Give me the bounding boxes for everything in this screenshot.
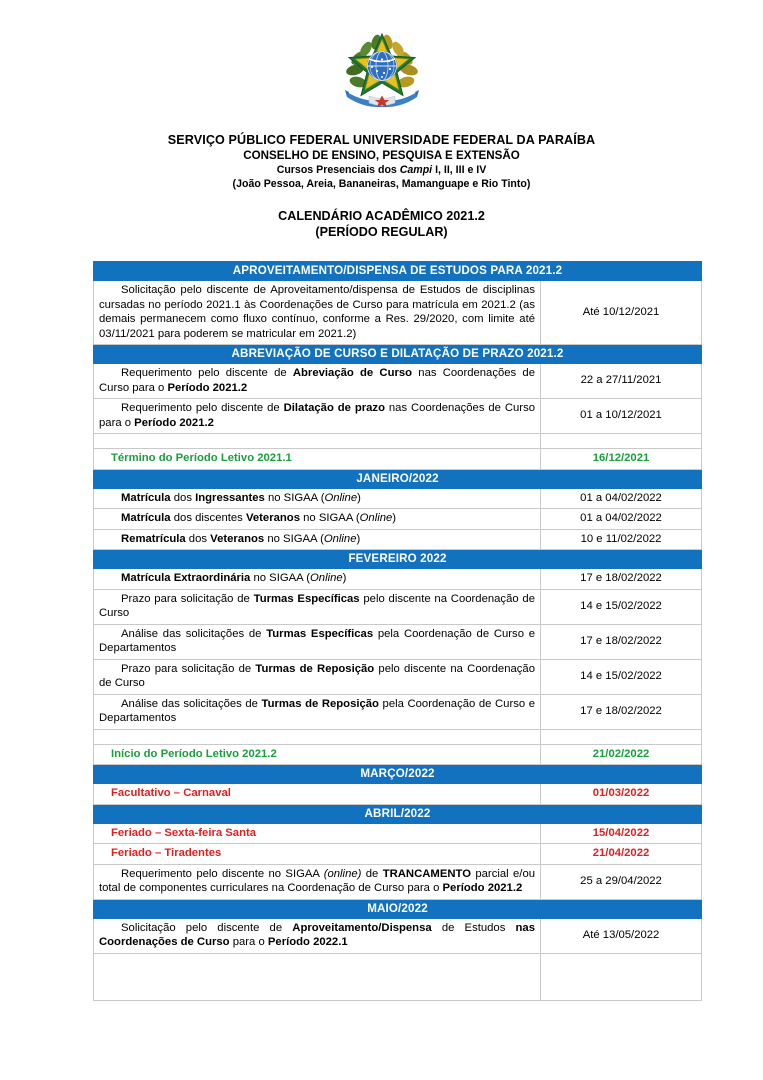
bold-fragment: Término do Período Letivo 2021.1	[111, 452, 292, 464]
text-fragment: Análise das solicitações de	[121, 627, 267, 640]
spacer-row	[94, 434, 702, 449]
section-header-title: APROVEITAMENTO/DISPENSA DE ESTUDOS PARA 2021.2	[94, 262, 702, 281]
event-date-cell: 01 a 04/02/2022	[541, 488, 702, 509]
bold-fragment: Abreviação de Curso	[292, 367, 413, 379]
event-description-cell	[94, 488, 541, 509]
calendar-table-body	[94, 262, 702, 1001]
table-row	[94, 569, 702, 590]
text-fragment: dos	[170, 491, 196, 504]
bold-fragment: Veteranos	[245, 512, 300, 524]
table-row	[94, 529, 702, 550]
event-description-text	[99, 532, 535, 547]
event-description-text	[99, 401, 535, 430]
event-description-cell	[94, 589, 541, 624]
event-description-text	[99, 491, 535, 506]
event-description-text	[99, 366, 535, 395]
event-description-cell	[94, 744, 541, 765]
text-fragment: Requerimento pelo discente de	[121, 402, 284, 414]
event-date-cell: 15/04/2022	[541, 823, 702, 844]
tail-cell-desc	[94, 953, 541, 1000]
header-line-campi	[0, 163, 763, 177]
section-header-row	[94, 345, 702, 364]
text-fragment: de Estudos	[431, 921, 516, 934]
text-fragment: Prazo para solicitação de	[121, 662, 256, 675]
bold-fragment: Turmas Específicas	[266, 627, 374, 640]
table-row	[94, 488, 702, 509]
spacer-cell-desc	[94, 434, 541, 449]
event-description-cell	[94, 918, 541, 953]
bold-fragment: Turmas Específicas	[253, 592, 360, 605]
text-fragment: pela Coordenação de Curso e Departamentos	[99, 627, 536, 654]
bold-fragment: Matrícula Extraordinária	[121, 572, 251, 584]
table-row	[94, 509, 702, 530]
text-fragment: pela Coordenação de Curso e Departamentos	[99, 697, 536, 724]
event-description-text	[99, 867, 535, 896]
bold-fragment: Feriado – Tiradentes	[111, 847, 222, 859]
event-date-cell: Até 10/12/2021	[541, 281, 702, 345]
spacer-cell-date	[541, 434, 702, 449]
section-header-title: MAIO/2022	[94, 899, 702, 918]
header-line-cities: (João Pessoa, Areia, Bananeiras, Mamanguape e Rio Tinto)	[232, 178, 531, 190]
bold-fragment: Aproveitamento/Dispensa	[292, 921, 432, 934]
event-description-cell	[94, 569, 541, 590]
event-description-cell	[94, 509, 541, 530]
bold-fragment: Período 2021.2	[442, 882, 523, 894]
bold-fragment: Dilatação de prazo	[283, 402, 385, 414]
event-date-cell: 14 e 15/02/2022	[541, 589, 702, 624]
table-row	[94, 659, 702, 694]
event-description-cell	[94, 364, 541, 399]
text-fragment: no SIGAA (	[264, 491, 325, 504]
bold-fragment: Matrícula	[121, 491, 171, 504]
text-fragment: )	[342, 572, 347, 584]
event-description-text	[99, 697, 535, 726]
text-fragment: Análise das solicitações de	[121, 697, 262, 710]
event-description-text	[99, 511, 535, 526]
campi-suffix: I, II, III e IV	[432, 164, 487, 176]
event-description-cell	[94, 659, 541, 694]
spacer-cell-date	[541, 729, 702, 744]
event-description-cell	[94, 529, 541, 550]
bold-fragment: Matrícula	[121, 512, 171, 524]
section-header-title: MARÇO/2022	[94, 765, 702, 784]
text-fragment: de	[361, 867, 383, 880]
table-row	[94, 694, 702, 729]
bold-fragment: Período 2022.1	[267, 936, 348, 948]
bold-fragment: Ingressantes	[195, 491, 265, 504]
page-title: CALENDÁRIO ACADÊMICO 2021.2	[278, 209, 485, 223]
event-description-text	[99, 592, 535, 621]
event-description-text	[99, 571, 535, 586]
event-date-cell: 01 a 10/12/2021	[541, 399, 702, 434]
table-row	[94, 823, 702, 844]
bold-fragment: Período 2021.2	[134, 416, 214, 429]
brazil-coat-of-arms-icon	[339, 28, 425, 112]
event-date-cell: 10 e 11/02/2022	[541, 529, 702, 550]
event-description-text	[99, 627, 535, 656]
text-fragment: Prazo para solicitação de	[121, 592, 254, 605]
text-fragment: dos discentes	[170, 512, 246, 524]
bold-fragment: Turmas de Reposição	[255, 662, 375, 675]
table-tail-row	[94, 953, 702, 1000]
table-row	[94, 918, 702, 953]
text-fragment: pelo discente na Coordenação de Curso	[99, 592, 535, 619]
event-description-cell	[94, 281, 541, 345]
section-header-row	[94, 469, 702, 488]
event-description-cell	[94, 624, 541, 659]
bold-fragment: Facultativo – Carnaval	[111, 787, 231, 799]
event-date-cell: Até 13/05/2022	[541, 918, 702, 953]
page-subtitle: (PERÍODO REGULAR)	[315, 225, 448, 239]
text-fragment: no SIGAA (	[299, 512, 360, 524]
table-row	[94, 449, 702, 470]
text-fragment: Requerimento pelo discente de	[121, 367, 293, 379]
table-row	[94, 784, 702, 805]
event-description-text	[99, 747, 535, 762]
text-fragment: nas Coordenações de Curso para o	[99, 402, 535, 429]
event-description-cell	[94, 694, 541, 729]
event-date-cell: 21/02/2022	[541, 744, 702, 765]
section-header-title: JANEIRO/2022	[94, 469, 702, 488]
text-fragment: no SIGAA (	[250, 572, 310, 584]
section-header-row	[94, 550, 702, 569]
bold-fragment: Turmas de Reposição	[261, 697, 379, 710]
text-fragment: nas Coordenações de Curso para o	[99, 367, 535, 394]
italic-fragment: (online)	[323, 867, 362, 880]
event-date-cell: 01/03/2022	[541, 784, 702, 805]
text-fragment: Requerimento pelo discente no SIGAA	[121, 867, 324, 880]
text-fragment: parcial e/ou total de componentes curriculares na Coordenação de Curso para o	[99, 867, 536, 894]
italic-fragment: Online	[324, 491, 358, 504]
event-description-cell	[94, 399, 541, 434]
event-date-cell: 17 e 18/02/2022	[541, 569, 702, 590]
table-row	[94, 744, 702, 765]
event-description-cell	[94, 449, 541, 470]
event-date-cell: 16/12/2021	[541, 449, 702, 470]
text-fragment: para o	[229, 936, 268, 948]
campi-italic: Campi	[399, 164, 433, 176]
bold-fragment: Início do Período Letivo 2021.2	[111, 747, 277, 760]
header-line-council: CONSELHO DE ENSINO, PESQUISA E EXTENSÃO	[243, 149, 520, 162]
bold-fragment: TRANCAMENTO	[382, 867, 471, 880]
text-fragment: )	[357, 491, 361, 504]
event-description-cell	[94, 844, 541, 865]
section-header-title: ABREVIAÇÃO DE CURSO E DILATAÇÃO DE PRAZO 2021.2	[94, 345, 702, 364]
section-header-title: FEVEREIRO 2022	[94, 550, 702, 569]
text-fragment: dos	[185, 532, 211, 545]
section-header-row	[94, 899, 702, 918]
event-description-text	[99, 451, 535, 466]
italic-fragment: Online	[359, 512, 393, 524]
event-description-text	[99, 826, 535, 841]
bold-fragment: Período 2021.2	[167, 381, 248, 394]
event-date-cell: 01 a 04/02/2022	[541, 509, 702, 530]
italic-fragment: Online	[323, 532, 357, 545]
event-description-cell	[94, 823, 541, 844]
table-row	[94, 844, 702, 865]
text-fragment: Solicitação pelo discente de Aproveitamento/dispensa de Estudos de disciplinas cursadas no período 2021.1 às Coordenações de Curso para matrícula em 2021.2 (as demais permanecem como fluxo contínuo, conforme a Res. 29/2020, com limite até 03/11/2021 para poderem se matricular em 2021.2)	[99, 284, 535, 340]
text-fragment: Solicitação pelo discente de	[121, 921, 293, 934]
table-row	[94, 364, 702, 399]
bold-fragment: Feriado – Sexta-feira Santa	[111, 826, 257, 839]
event-date-cell: 22 a 27/11/2021	[541, 364, 702, 399]
header-line-institution: SERVIÇO PÚBLICO FEDERAL UNIVERSIDADE FEDERAL DA PARAÍBA	[167, 133, 596, 147]
event-description-cell	[94, 864, 541, 899]
academic-calendar-table	[93, 261, 702, 1001]
text-fragment: )	[356, 532, 361, 545]
bold-fragment: nas Coordenações de Curso	[99, 921, 535, 948]
event-date-cell: 25 a 29/04/2022	[541, 864, 702, 899]
spacer-row	[94, 729, 702, 744]
event-description-text	[99, 786, 535, 801]
section-header-title: ABRIL/2022	[94, 804, 702, 823]
tail-cell-date	[541, 953, 702, 1000]
italic-fragment: Online	[310, 572, 343, 584]
event-date-cell: 21/04/2022	[541, 844, 702, 865]
event-date-cell: 17 e 18/02/2022	[541, 694, 702, 729]
event-date-cell: 17 e 18/02/2022	[541, 624, 702, 659]
text-fragment: pelo discente na Coordenação de Curso	[99, 662, 535, 689]
table-row	[94, 864, 702, 899]
bold-fragment: Veteranos	[210, 532, 265, 545]
event-description-text	[99, 283, 535, 341]
table-row	[94, 399, 702, 434]
event-date-cell: 14 e 15/02/2022	[541, 659, 702, 694]
event-description-cell	[94, 784, 541, 805]
spacer-cell-desc	[94, 729, 541, 744]
bold-fragment: Rematrícula	[121, 532, 186, 545]
event-description-text	[99, 921, 535, 950]
table-row	[94, 281, 702, 345]
event-description-text	[99, 662, 535, 691]
emblem-container	[0, 28, 763, 112]
table-row	[94, 589, 702, 624]
text-fragment: )	[392, 512, 397, 524]
event-description-text	[99, 846, 535, 861]
table-row	[94, 624, 702, 659]
campi-prefix: Cursos Presenciais dos	[276, 164, 400, 176]
section-header-row	[94, 262, 702, 281]
document-header	[0, 133, 763, 240]
text-fragment: no SIGAA (	[264, 532, 324, 545]
section-header-row	[94, 765, 702, 784]
section-header-row	[94, 804, 702, 823]
